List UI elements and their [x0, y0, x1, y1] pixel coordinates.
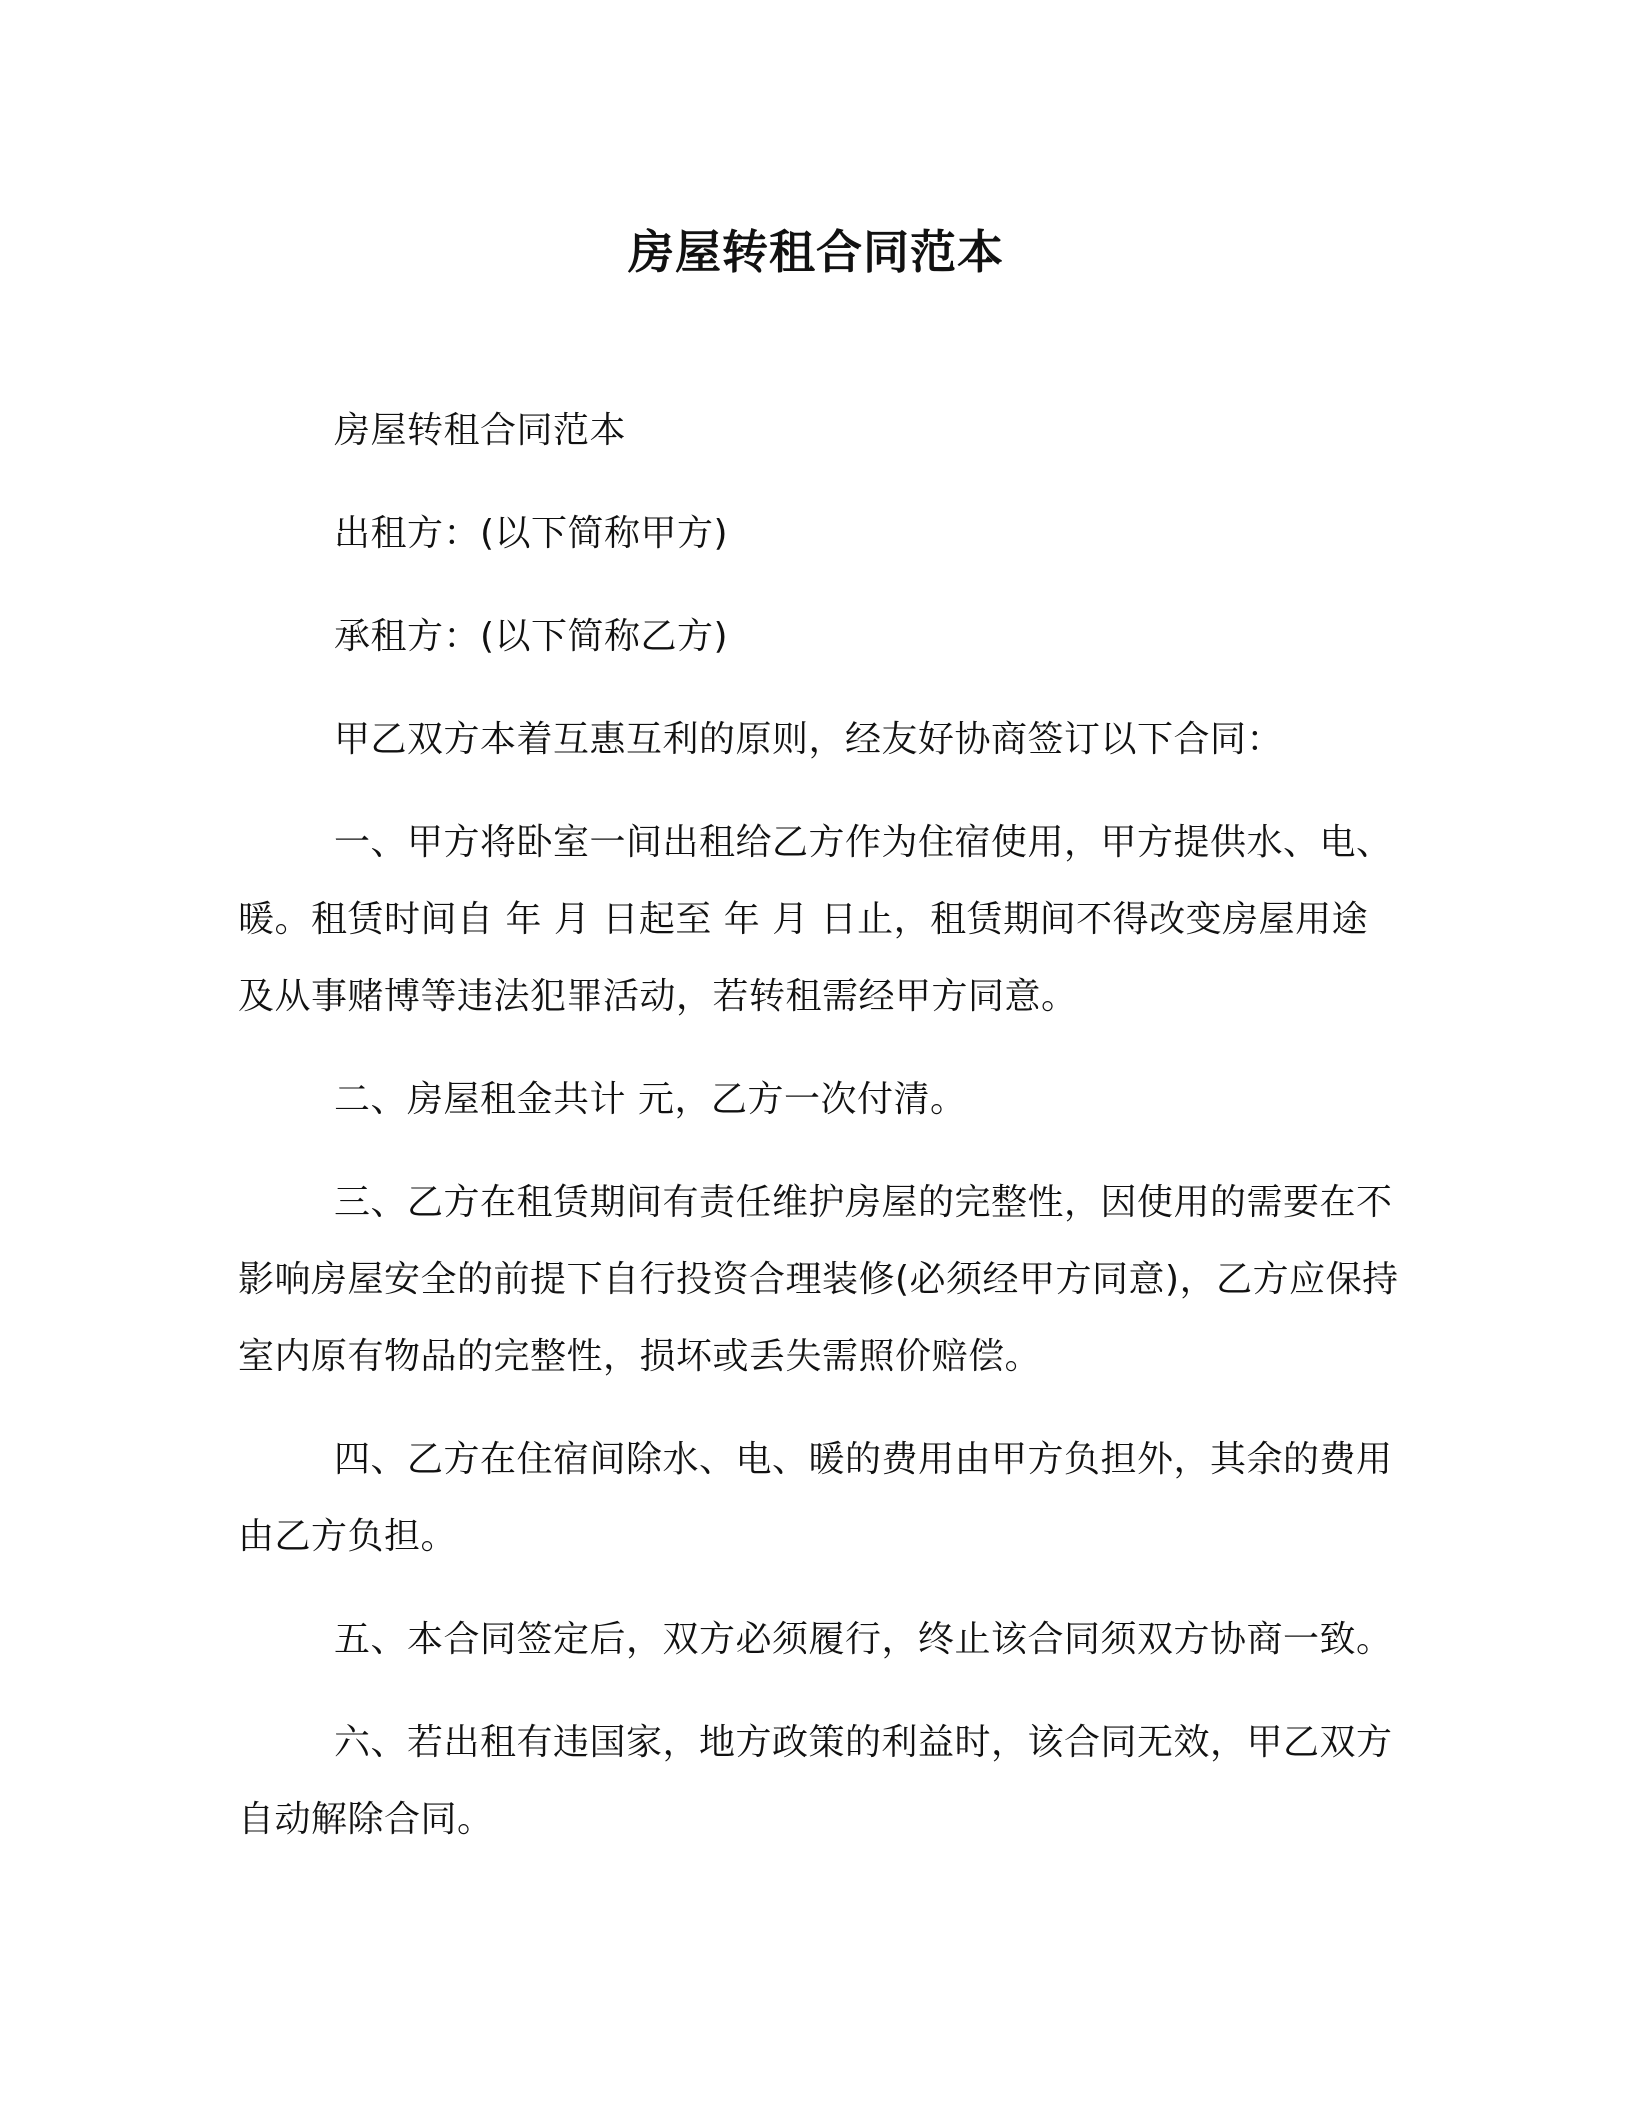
- document-title: 房屋转租合同范本: [628, 225, 1004, 279]
- paragraph-clause-1: 一、甲方将卧室一间出租给乙方作为住宿使用，甲方提供水、电、暖。租赁时间自 年 月 日起至 年 月 日止，租赁期间不得改变房屋用途及从事赌博等违法犯罪活动，若转租需经甲方同意。: [238, 822, 1393, 1017]
- paragraph-lessor: 出租方：(以下简称甲方): [334, 513, 729, 554]
- paragraph-clause-3: 三、乙方在租赁期间有责任维护房屋的完整性，因使用的需要在不影响房屋安全的前提下自行投资合理装修(必须经甲方同意)，乙方应保持室内原有物品的完整性，损坏或丢失需照价赔偿。: [238, 1182, 1399, 1377]
- paragraph-clause-2: 二、房屋租金共计 元，乙方一次付清。: [334, 1079, 967, 1120]
- paragraph-clause-6: 六、若出租有违国家，地方政策的利益时，该合同无效，甲乙双方自动解除合同。: [238, 1722, 1393, 1840]
- paragraph-preamble: 甲乙双方本着互惠互利的原则，经友好协商签订以下合同：: [334, 719, 1284, 760]
- paragraph-heading: 房屋转租合同范本: [334, 410, 627, 451]
- paragraph-clause-4: 四、乙方在住宿间除水、电、暖的费用由甲方负担外，其余的费用由乙方负担。: [238, 1439, 1393, 1557]
- document-body: [238, 392, 1400, 1884]
- paragraph-clause-5: 五、本合同签定后，双方必须履行，终止该合同须双方协商一致。: [334, 1619, 1393, 1660]
- paragraph-lessee: 承租方：(以下简称乙方): [334, 616, 729, 657]
